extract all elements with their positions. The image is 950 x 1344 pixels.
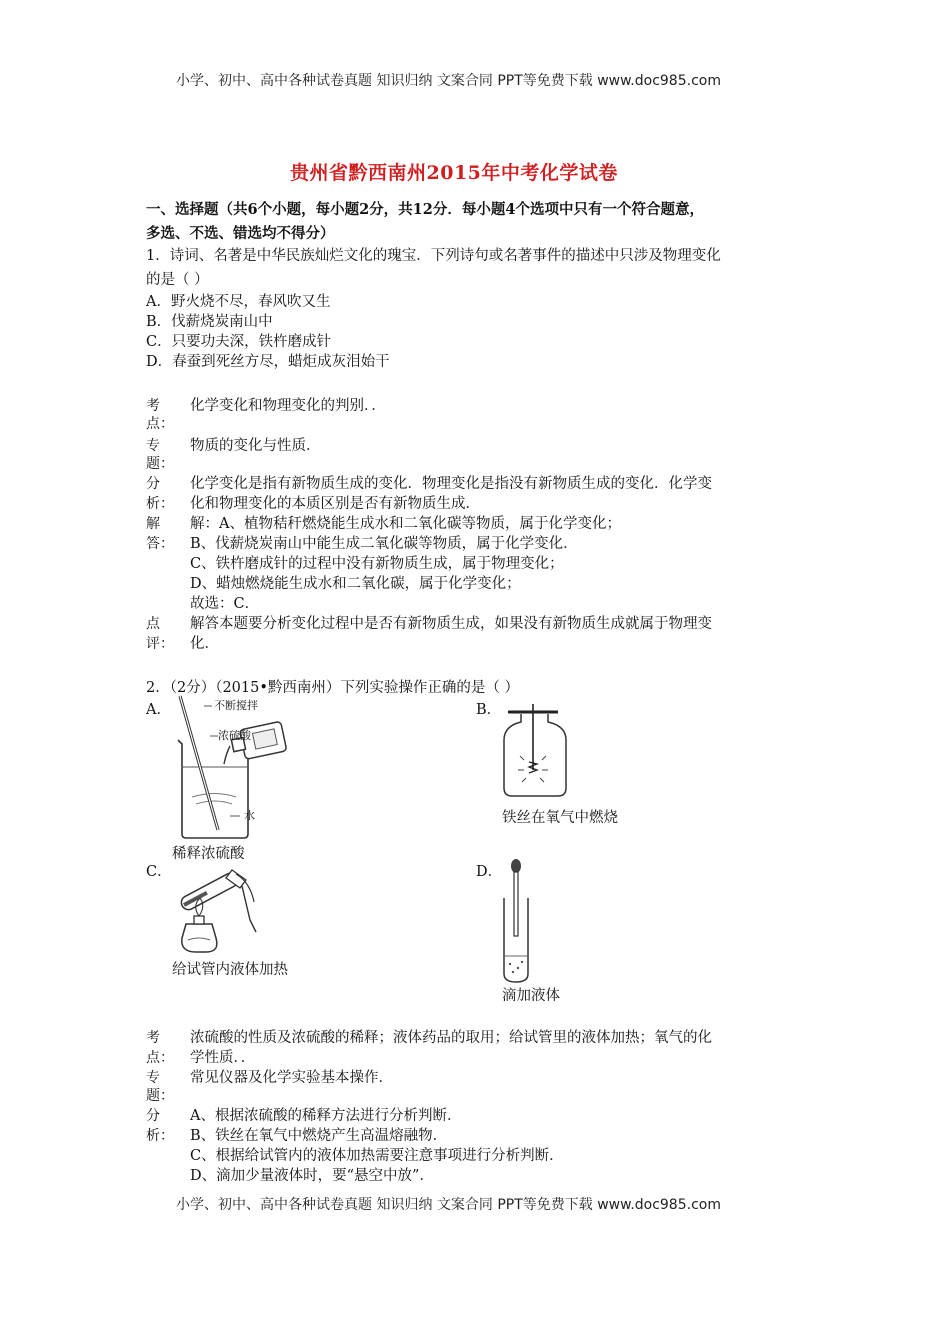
label-conc-acid: 浓硫酸 [218, 729, 251, 742]
q2-fenxi-line-1: A、根据浓硫酸的稀释方法进行分析判断． [190, 1108, 462, 1124]
q2-kaodian-text-2: 学性质．． [190, 1050, 256, 1066]
dropping-liquid-figure [496, 856, 536, 984]
section-heading-line1: 一、选择题（共6个小题，每小题2分，共12分．每小题4个选项中只有一个符合题意， [146, 201, 704, 218]
q2-option-d-caption: 滴加液体 [502, 988, 560, 1004]
q1-stem-line1: 1．诗词、名著是中华民族灿烂文化的瑰宝．下列诗句或名著事件的描述中只涉及物理变化 [146, 248, 721, 264]
q1-jieda-line-4: D、蜡烛燃烧能生成水和二氧化碳，属于化学变化； [190, 576, 521, 592]
q2-zhuanti-text: 常见仪器及化学实验基本操作． [190, 1070, 393, 1086]
q2-option-a-caption: 稀释浓硫酸 [172, 846, 245, 862]
q1-zhuanti-text: 物质的变化与性质． [190, 438, 321, 454]
q2-option-a-letter: A． [146, 702, 171, 718]
label-stir: 不断搅拌 [214, 699, 258, 712]
section-heading-line2: 多选、不选、错选均不得分） [146, 225, 335, 242]
q1-option-b: B．伐薪烧炭南山中 [146, 314, 273, 330]
q2-fenxi-label-1: 分 [146, 1108, 160, 1124]
q1-fenxi-text-2: 化和物理变化的本质区别是否有新物质生成． [190, 496, 480, 512]
q1-kaodian-label-2: 点： [146, 416, 174, 432]
q1-stem-line2: 的是（ ） [146, 272, 209, 288]
q2-kaodian-label-2: 点： [146, 1050, 174, 1066]
heating-test-tube-figure [170, 860, 270, 956]
q1-fenxi-text-1: 化学变化是指有新物质生成的变化．物理变化是指没有新物质生成的变化．化学变 [190, 476, 712, 492]
q2-kaodian-label-1: 考 [146, 1030, 160, 1046]
dilute-sulfuric-acid-figure [170, 692, 300, 842]
q1-zhuanti-label-2: 题： [146, 456, 174, 472]
q2-stem: 2．（2分）（2015•黔西南州）下列实验操作正确的是（ ） [146, 680, 520, 696]
q1-jieda-line-1: 解：A、植物秸秆燃烧能生成水和二氧化碳等物质，属于化学变化； [190, 516, 621, 532]
q2-zhuanti-label-1: 专 [146, 1070, 160, 1086]
q1-kaodian-label-1: 考 [146, 398, 160, 414]
q1-fenxi-label-1: 分 [146, 476, 160, 492]
q2-option-b-caption: 铁丝在氧气中燃烧 [502, 810, 618, 826]
label-water: 水 [244, 809, 255, 822]
page-footer: 小学、初中、高中各种试卷真题 知识归纳 文案合同 PPT等免费下载 www.doc985.com [176, 1197, 721, 1213]
page-header: 小学、初中、高中各种试卷真题 知识归纳 文案合同 PPT等免费下载 www.doc985.com [176, 73, 721, 89]
q2-option-d-letter: D． [476, 864, 503, 880]
q1-option-c: C．只要功夫深，铁杵磨成针 [146, 334, 332, 350]
q1-dianping-label-2: 评： [146, 636, 174, 652]
q2-fenxi-label-2: 析： [146, 1128, 174, 1144]
q1-jieda-line-3: C、铁杵磨成针的过程中没有新物质生成，属于物理变化； [190, 556, 564, 572]
q1-jieda-label-2: 答： [146, 536, 174, 552]
q2-fenxi-line-2: B、铁丝在氧气中燃烧产生高温熔融物． [190, 1128, 448, 1144]
q2-option-b-letter: B． [476, 702, 502, 718]
q1-fenxi-label-2: 析： [146, 496, 174, 512]
q1-dianping-text-2: 化． [190, 636, 219, 652]
q1-jieda-label-1: 解 [146, 516, 160, 532]
page-title: 贵州省黔西南州2015年中考化学试卷 [290, 162, 618, 184]
q2-fenxi-line-3: C、根据给试管内的液体加热需要注意事项进行分析判断． [190, 1148, 564, 1164]
q1-option-d: D．春蚕到死丝方尽，蜡炬成灰泪始干 [146, 354, 390, 370]
q1-dianping-text-1: 解答本题要分析变化过程中是否有新物质生成，如果没有新物质生成就属于物理变 [190, 616, 712, 632]
q1-kaodian-text: 化学变化和物理变化的判别．． [190, 398, 386, 414]
q1-zhuanti-label-1: 专 [146, 438, 160, 454]
q2-fenxi-line-4: D、滴加少量液体时，要“悬空中放”． [190, 1168, 434, 1184]
q1-jieda-line-2: B、伐薪烧炭南山中能生成二氧化碳等物质，属于化学变化． [190, 536, 578, 552]
iron-wire-burning-figure [496, 700, 576, 800]
q1-dianping-label-1: 点 [146, 616, 160, 632]
q2-option-c-caption: 给试管内液体加热 [172, 962, 288, 978]
q1-jieda-line-5: 故选：C． [190, 596, 260, 612]
q2-option-c-letter: C． [146, 864, 172, 880]
q2-kaodian-text-1: 浓硫酸的性质及浓硫酸的稀释；液体药品的取用；给试管里的液体加热；氧气的化 [190, 1030, 712, 1046]
q2-zhuanti-label-2: 题： [146, 1088, 174, 1104]
q1-option-a: A．野火烧不尽，春风吹又生 [146, 294, 331, 310]
